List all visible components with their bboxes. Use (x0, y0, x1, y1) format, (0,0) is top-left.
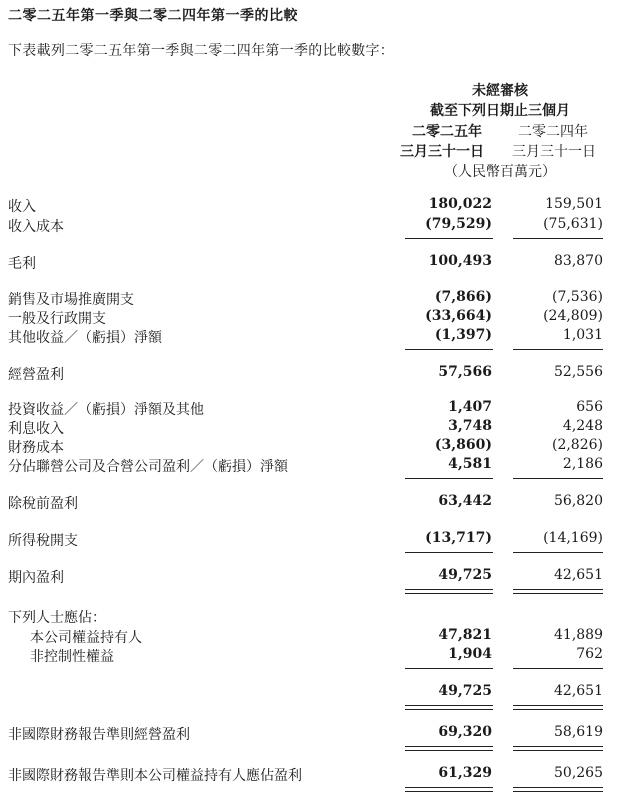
header-unit: （人民幣百萬元） (444, 164, 556, 180)
row-label: 收入成本 (8, 219, 64, 235)
value-2024: 42,651 (554, 567, 603, 583)
value-2025: (3,860) (434, 437, 492, 453)
row-label: 所得稅開支 (8, 533, 78, 549)
row-label: 下列人士應佔： (8, 610, 106, 626)
total-double-rule (513, 705, 603, 710)
value-2024: (14,169) (543, 530, 603, 546)
value-2024: 52,556 (554, 364, 603, 380)
header-unaudited: 未經審核 (472, 83, 528, 99)
value-2025: (1,397) (434, 327, 492, 343)
value-2024: 50,265 (554, 765, 603, 781)
value-2025: (33,664) (425, 308, 492, 324)
row-label: 經營盈利 (8, 367, 64, 383)
row-label: 收入 (8, 199, 36, 215)
value-2024: 42,651 (554, 683, 603, 699)
total-double-rule (513, 787, 603, 792)
value-2025: 69,320 (438, 724, 492, 740)
row-label: 分佔聯營公司及合營公司盈利／（虧損）淨額 (8, 459, 288, 475)
subtotal-rule (405, 478, 493, 479)
value-2025: (7,866) (434, 289, 492, 305)
row-label: 非國際財務報告準則本公司權益持有人應佔盈利 (8, 768, 302, 784)
subtotal-rule (513, 238, 603, 239)
value-2025: 3,748 (448, 418, 492, 434)
value-2025: 63,442 (438, 493, 492, 509)
value-2024: 83,870 (554, 253, 603, 269)
row-label: 非國際財務報告準則經營盈利 (8, 727, 190, 743)
value-2025: 100,493 (428, 253, 492, 269)
section-heading: 二零二五年第一季與二零二四年第一季的比較 (8, 8, 298, 24)
total-double-rule (405, 787, 493, 792)
header-date-2024: 三月三十一日 (512, 144, 596, 160)
value-2024: 159,501 (545, 196, 603, 212)
value-2024: (24,809) (543, 308, 603, 324)
value-2025: 49,725 (438, 567, 492, 583)
value-2024: 58,619 (554, 724, 603, 740)
value-2025: 4,581 (448, 456, 492, 472)
header-period: 截至下列日期止三個月 (430, 103, 570, 119)
row-label: 期內盈利 (8, 570, 64, 586)
subtotal-rule (405, 668, 493, 669)
value-2024: (7,536) (551, 289, 603, 305)
row-label: 毛利 (8, 256, 36, 272)
total-double-rule (405, 589, 493, 594)
row-label: 本公司權益持有人 (30, 630, 142, 646)
value-2025: (79,529) (425, 216, 492, 232)
header-date-2025: 三月三十一日 (400, 144, 484, 160)
subtotal-rule (405, 349, 493, 350)
value-2024: (2,826) (551, 437, 603, 453)
value-2024: 41,889 (554, 627, 603, 643)
total-double-rule (513, 589, 603, 594)
total-double-rule (405, 705, 493, 710)
subtotal-rule (513, 552, 603, 553)
row-label: 非控制性權益 (30, 649, 114, 665)
value-2024: 4,248 (562, 418, 603, 434)
total-double-rule (513, 746, 603, 751)
subtotal-rule (513, 349, 603, 350)
intro-text: 下表載列二零二五年第一季與二零二四年第一季的比較數字： (8, 43, 395, 59)
value-2024: 656 (576, 399, 603, 415)
row-label: 銷售及市場推廣開支 (8, 292, 134, 308)
row-label: 其他收益／（虧損）淨額 (8, 330, 162, 346)
value-2024: 762 (576, 646, 603, 662)
value-2025: (13,717) (425, 530, 492, 546)
value-2024: (75,631) (543, 216, 603, 232)
subtotal-rule (513, 668, 603, 669)
subtotal-rule (405, 238, 493, 239)
value-2025: 1,407 (448, 399, 492, 415)
value-2025: 47,821 (438, 627, 492, 643)
total-double-rule (405, 746, 493, 751)
value-2025: 1,904 (448, 646, 492, 662)
value-2024: 1,031 (562, 327, 603, 343)
header-year-2025: 二零二五年 (412, 124, 482, 140)
header-year-2024: 二零二四年 (518, 124, 588, 140)
subtotal-rule (513, 478, 603, 479)
row-label: 利息收入 (8, 421, 64, 437)
value-2025: 49,725 (438, 683, 492, 699)
value-2024: 56,820 (554, 493, 603, 509)
row-label: 投資收益／（虧損）淨額及其他 (8, 402, 204, 418)
row-label: 一般及行政開支 (8, 311, 106, 327)
value-2024: 2,186 (562, 456, 603, 472)
value-2025: 180,022 (428, 196, 492, 212)
value-2025: 61,329 (438, 765, 492, 781)
row-label: 除稅前盈利 (8, 496, 78, 512)
value-2025: 57,566 (438, 364, 492, 380)
subtotal-rule (405, 552, 493, 553)
row-label: 財務成本 (8, 440, 64, 456)
